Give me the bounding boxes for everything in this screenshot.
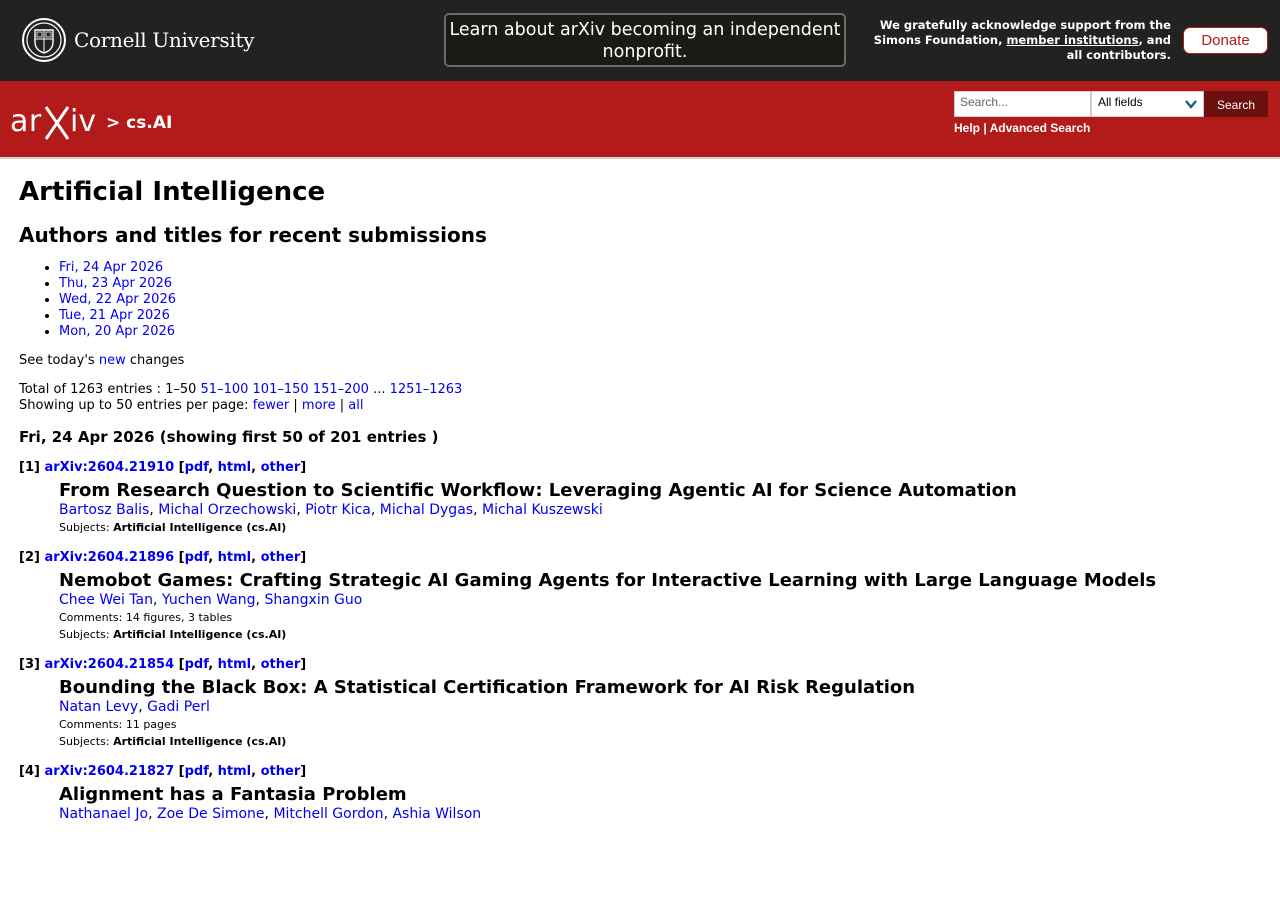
entry-index: [3] [19, 657, 40, 672]
author-link[interactable]: Piotr Kica [305, 502, 371, 518]
pagination-line [19, 382, 1259, 398]
comments-label: Comments: [59, 611, 126, 624]
html-link[interactable]: html [217, 764, 252, 779]
subjects-label: Subjects: [59, 521, 114, 534]
page-link[interactable]: 51–100 [200, 382, 249, 397]
author-link[interactable]: Michal Dygas [379, 502, 474, 518]
entry-comments [59, 609, 1259, 626]
entry-authors: Chee Wei Tan, Yuchen Wang, Shangxin Guo [59, 592, 363, 608]
cornell-university-name: Cornell University [74, 28, 255, 52]
entry-authors: Natan Levy, Gadi Perl [59, 699, 210, 715]
date-item [59, 324, 1259, 340]
date-link[interactable]: Tue, 21 Apr 2026 [59, 308, 170, 323]
subjects-label: Subjects: [59, 735, 114, 748]
help-separator: | [983, 121, 987, 135]
advanced-search-link[interactable]: Advanced Search [989, 121, 1091, 135]
entry-subjects [59, 519, 1259, 536]
section-heading: Fri, 24 Apr 2026 (showing first 50 of 201 entries ) [19, 428, 439, 446]
date-item [59, 276, 1259, 292]
date-link[interactable]: Mon, 20 Apr 2026 [59, 324, 176, 339]
entry-subjects [59, 626, 1259, 643]
help-links [954, 121, 1090, 135]
pdf-link[interactable]: pdf [184, 657, 209, 672]
arxiv-logo-area [10, 101, 172, 141]
pdf-link[interactable]: pdf [184, 460, 209, 475]
see-today-prefix: See today's [19, 353, 99, 368]
date-link[interactable]: Thu, 23 Apr 2026 [59, 276, 173, 291]
entry-subjects [59, 733, 1259, 750]
author-link[interactable]: Michal Orzechowski [158, 502, 297, 518]
arxiv-id-link[interactable]: arXiv:2604.21827 [44, 764, 175, 779]
author-link[interactable]: Shangxin Guo [264, 592, 363, 608]
new-link[interactable]: new [98, 353, 126, 368]
entry-index: [2] [19, 550, 40, 565]
donate-button[interactable]: Donate [1183, 27, 1268, 54]
subjects-value: Artificial Intelligence (cs.AI) [113, 521, 287, 534]
nonprofit-banner[interactable]: Learn about arXiv becoming an independent nonprofit. [444, 13, 846, 67]
main-content [19, 176, 1259, 822]
more-link[interactable]: more [301, 398, 336, 413]
entry-authors: Bartosz Balis, Michal Orzechowski, Piotr Kica, Michal Dygas, Michal Kuszewski [59, 502, 603, 518]
subjects-label: Subjects: [59, 628, 114, 641]
entry-authors: Nathanael Jo, Zoe De Simone, Mitchell Gordon, Ashia Wilson [59, 806, 482, 822]
top-bar [0, 0, 1280, 81]
entry-header: [3] arXiv:2604.21854 [pdf, html, other] [19, 657, 307, 672]
date-link[interactable]: Wed, 22 Apr 2026 [59, 292, 176, 307]
per-page-line: Showing up to 50 entries per page: fewer | more | all [19, 398, 364, 413]
member-institutions-link[interactable]: member institutions [1006, 33, 1139, 47]
date-item [59, 292, 1259, 308]
arxiv-id-link[interactable]: arXiv:2604.21910 [44, 460, 175, 475]
entry-body [59, 480, 1259, 536]
entry-index: [4] [19, 764, 40, 779]
entry-header: [1] arXiv:2604.21910 [pdf, html, other] [19, 460, 307, 475]
entry-body [59, 784, 1259, 823]
entry-comments [59, 716, 1259, 733]
arxiv-logo-icon[interactable] [10, 101, 102, 141]
breadcrumb[interactable]: > cs.AI [106, 113, 173, 133]
author-link[interactable]: Zoe De Simone [157, 806, 265, 822]
support-suffix: , and all contributors. [1066, 33, 1171, 62]
other-link[interactable]: other [260, 550, 301, 565]
author-link[interactable]: Michal Kuszewski [481, 502, 603, 518]
arxiv-id-link[interactable]: arXiv:2604.21854 [44, 657, 175, 672]
subjects-value: Artificial Intelligence (cs.AI) [113, 628, 287, 641]
entry-title: Nemobot Games: Crafting Strategic AI Gaming Agents for Interactive Learning with Large Language Models [59, 570, 1157, 591]
html-link[interactable]: html [217, 550, 252, 565]
entry-header: [4] arXiv:2604.21827 [pdf, html, other] [19, 764, 307, 779]
author-link[interactable]: Nathanael Jo [59, 806, 149, 822]
author-link[interactable]: Gadi Perl [147, 699, 210, 715]
entry-title: From Research Question to Scientific Workflow: Leveraging Agentic AI for Science Automation [59, 480, 1017, 501]
other-link[interactable]: other [260, 460, 301, 475]
html-link[interactable]: html [217, 460, 252, 475]
entry-header: [2] arXiv:2604.21896 [pdf, html, other] [19, 550, 307, 565]
see-today-suffix: changes [125, 353, 185, 368]
entry-title: Alignment has a Fantasia Problem [59, 784, 407, 805]
comments-value: 11 pages [125, 718, 177, 731]
fewer-link[interactable]: fewer [252, 398, 290, 413]
entry-title: Bounding the Black Box: A Statistical Certification Framework for AI Risk Regulation [59, 677, 916, 698]
search-field-value: All fields [1098, 95, 1143, 109]
author-link[interactable]: Mitchell Gordon [273, 806, 384, 822]
search-field-select[interactable] [1091, 91, 1204, 117]
support-prefix: We gratefully acknowledge support from the Simons Foundation, [873, 18, 1171, 47]
pdf-link[interactable]: pdf [184, 550, 209, 565]
total-entries: Total of 1263 entries : 1–50 [19, 382, 201, 397]
date-list [19, 260, 1259, 340]
cornell-seal-icon [22, 18, 66, 62]
arxiv-id-link[interactable]: arXiv:2604.21896 [44, 550, 175, 565]
other-link[interactable]: other [260, 764, 301, 779]
chevron-down-icon [1185, 98, 1197, 110]
comments-label: Comments: [59, 718, 126, 731]
page-subtitle: Authors and titles for recent submissions [19, 223, 487, 247]
entry-index: [1] [19, 460, 40, 475]
author-link[interactable]: Ashia Wilson [392, 806, 482, 822]
help-link[interactable]: Help [954, 121, 981, 135]
page-link[interactable]: 151–200 [312, 382, 369, 397]
list-item [19, 550, 1259, 643]
cornell-logo[interactable] [22, 17, 254, 63]
arxiv-header [0, 81, 1280, 159]
list-item [19, 764, 1259, 823]
date-link[interactable]: Fri, 24 Apr 2026 [59, 260, 164, 275]
page-title: Artificial Intelligence [19, 177, 326, 207]
html-link[interactable]: html [217, 657, 252, 672]
search-input[interactable]: Search... [954, 91, 1091, 117]
last-page-link[interactable]: 1251–1263 [389, 382, 463, 397]
date-item [59, 308, 1259, 324]
page-link[interactable]: 101–150 [252, 382, 309, 397]
list-item [19, 657, 1259, 750]
showing-prefix: Showing up to 50 entries per page: [19, 398, 253, 413]
entry-body [59, 570, 1259, 643]
other-link[interactable]: other [260, 657, 301, 672]
list-item [19, 460, 1259, 536]
comments-value: 14 figures, 3 tables [125, 611, 233, 624]
pagination-ellipsis: ... [368, 382, 390, 397]
search-button[interactable]: Search [1204, 91, 1268, 117]
author-link[interactable]: Chee Wei Tan [59, 592, 153, 608]
svg-text:ar: ar [10, 104, 42, 139]
date-item [59, 260, 1259, 276]
subjects-value: Artificial Intelligence (cs.AI) [113, 735, 287, 748]
svg-text:iv: iv [70, 104, 97, 139]
see-today-line [19, 353, 1259, 369]
author-link[interactable]: Bartosz Balis [59, 502, 150, 518]
author-link[interactable]: Natan Levy [59, 699, 139, 715]
all-link[interactable]: all [348, 398, 364, 413]
support-acknowledgement [856, 18, 1171, 63]
author-link[interactable]: Yuchen Wang [161, 592, 256, 608]
pdf-link[interactable]: pdf [184, 764, 209, 779]
entry-body [59, 677, 1259, 750]
